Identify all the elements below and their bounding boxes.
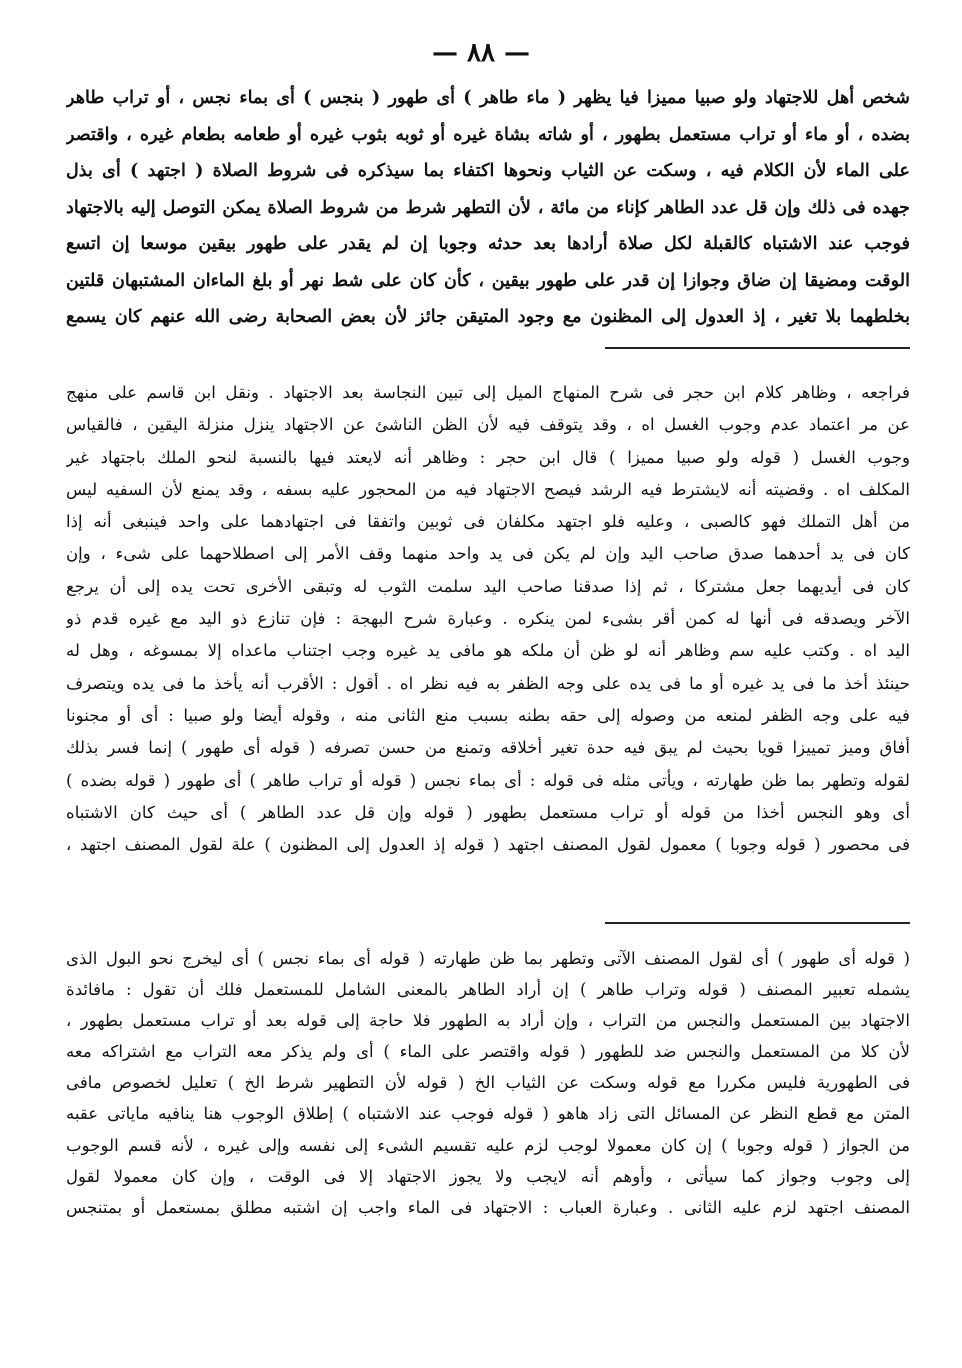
main-text-line: شخص أهل للاجتهاد ولو صبيا مميزا فيا يظهر ( ماء طاهر ) أى طهور ( بنجس ) أى بماء نجس ، أو تراب طاهر [66,87,910,108]
main-text-line: بخلطهما بلا تغير ، إذ العدول إلى المظنون مع وجود المتيقن جائز لأن بعض الصحابة رضى الله عنهم كان يسمع [66,306,910,327]
commentary-line: كان فى أيديهما جعل مشتركا ، ثم إذا صدقنا صاحب اليد سلمت الثوب له وتبقى الأخرى تحت يده إلى أن يرجع [66,576,910,596]
main-text-line: جهده فى ذلك وإن قل عدد الطاهر كإناء من مائة ، لأن التطهر شرط من شروط الصلاة يمكن التوصل إليه بالاجتهاد [66,196,910,218]
commentary-line: فى الطهورية فليس مكررا مع قوله وسكت عن الثياب الخ ( قوله لأن التطهير شرط الخ ) تعليل لخصوص مافى [66,1073,910,1093]
commentary-line: اليد اه . وكتب عليه سم وظاهر أنه لو ظن أن ملكه هو مافى يد غيره وجب اجتناب ماعداه إلا بمسوغه ، وهل له [66,641,910,661]
commentary-line: أى وهو النجس أخذا من قوله أو تراب مستعمل بطهور ( قوله وإن قل عدد الطاهر ) أى حيث كان الاشتباه [66,802,910,822]
commentary-first [66,377,910,861]
main-text [66,80,910,336]
page-number: — ٨٨ — [431,38,531,68]
commentary-line: يشمله تعبير المصنف ( قوله وتراب طاهر ) إن أراد الطاهر بالمعنى الشامل للمستعمل فلك أن تقول : مافائدة [66,980,910,1000]
commentary-second [66,943,910,1223]
commentary-line: إلى وجوب وجواز كما سيأتى ، وأوهم أنه لايجب ولا يجوز الاجتهاد إلا فى الوقت ، وإن كان معمولا لقول [66,1166,910,1186]
main-text-line: فوجب عند الاشتباه كالقبلة لكل صلاة أرادها بعد حدثه وجوبا إن لم يقدر على طهور بيقين موسعا إن اتسع [66,233,910,254]
section-divider [605,347,910,349]
commentary-line: من الجواز ( قوله وجوبا ) إن كان معمولا لوجب لزم عليه تقسيم الشىء إلى نفسه وإلى غيره ، لأنه قسم الوجوب [66,1135,910,1155]
commentary-line: المتن مع قطع النظر عن المسائل التى زاد هاهو ( قوله فوجب عند الاشتباه ) إطلاق الوجوب هنا ينافيه ماياتى عقبه [66,1104,910,1124]
main-text-line: بضده ، أو ماء أو تراب مستعمل بطهور ، أو شاته بشاة غيره أو ثوبه بثوب غيره أو طعامه بطعام غيره ، واقتصر [66,123,910,145]
commentary-line: لأن كلا من المستعمل والنجس ضد للطهور ( قوله واقتصر على الماء ) أى ولم يذكر معه التراب مع اشتراكه معه [66,1042,910,1062]
commentary-line: لقوله وتطهر بما ظن طهارته ، ويأتى مثله فى قوله : أى بماء نجس ( قوله أو تراب طاهر ) أى طهور ( قوله بضده ) [66,770,910,790]
commentary-line: أفاق وميز تمييزا قويا بحيث لم يبق فيه حدة تغير أخلاقه وتمنع من حسن تصرفه ( قوله أى طهور ) إنما فسر بذلك [66,738,910,758]
main-text-line: الوقت ومضيقا إن ضاق وجوازا إن قدر على طهور بيقين ، كأن كان على شط نهر أو بلغ الماءان المشتبهان قلتين [66,269,910,291]
commentary-line: ( قوله أى طهور ) أى لقول المصنف الآتى وتطهر بما ظن طهارته ( قوله أى بماء نجس ) أى ليخرج نحو البول الذى [66,949,910,968]
commentary-line: الاجتهاد بين المستعمل والنجس من التراب ، وإن أراد به الطهور فلا حاجة إلى قوله بعد أو تراب مستعمل بطهور ، [66,1011,910,1031]
commentary-line: فراجعه ، وظاهر كلام ابن حجر فى شرح المنهاج الميل إلى تبين النجاسة بعد الاجتهاد . ونقل ابن قاسم على منهج [66,383,910,402]
section-divider [605,922,910,924]
commentary-line: فى محصور ( قوله وجوبا ) معمول لقول المصنف اجتهد ( قوله إذ العدول إلى المظنون ) علة لقول المصنف اجتهد ، [66,835,910,855]
commentary-line: المكلف اه . وقضيته أنه لايشترط فيه الرشد فيصح الاجتهاد فيه من المحجور عليه بسفه ، وقد يمنع لأن السفيه ليس [66,479,910,499]
commentary-line: فيه على وجه الظفر لمنعه من وصوله إلى حقه بطنه بسبب منع الثانى منه ، وقوله أيضا ولو صبيا : أى أو مجنونا [66,705,910,725]
main-text-line: على الماء لأن الكلام فيه ، وسكت عن الثياب ونحوها اكتفاء بما سيذكره فى شروط الصلاة ( اجتهد ) أى بذل [66,160,910,181]
commentary-line: من أهل التملك فهو كالصبى ، وعليه فلو اجتهد مكلفان فى ثوبين واتفقا فى اجتهادهما على واحد فينبغى أنه إذا [66,512,910,532]
commentary-line: المصنف اجتهد لزم عليه الثانى . وعبارة العباب : الاجتهاد فى الماء واجب إن اشتبه مطلق بمستعمل أو بمتنجس [66,1197,910,1217]
commentary-line: وجوب الغسل ( قوله ولو صبيا مميزا ) قال ابن حجر : وظاهر أنه لايعتد فيها بالنسبة لنحو الملك باجتهاد غير [66,447,910,467]
commentary-line: عن مر اعتماد عدم وجوب الغسل اه ، وقد يتوقف فيه لأن الظن الناشئ عن الاجتهاد ينزل منزلة اليقين ، فالقياس [66,415,910,435]
commentary-line: حينئذ أخذ ما فى يد غيره أو ما فى يده على وجه الظفر به فيه نظر اه . أقول : الأقرب أنه يأخذ ما فى يده ويتصرف [66,673,910,693]
commentary-line: الآخر ويصدقه فى أنها له كمن أقر بشىء لمن ينكره . وعبارة شرح البهجة : فإن تنازع ذو اليد مع غيره قدم ذو [66,609,910,629]
commentary-line: كان فى يد أحدهما صدق صاحب اليد وإن لم يكن فى يد واحد منهما وقف الأمر إلى اصطلاحهما على شىء ، وإن [66,544,910,564]
